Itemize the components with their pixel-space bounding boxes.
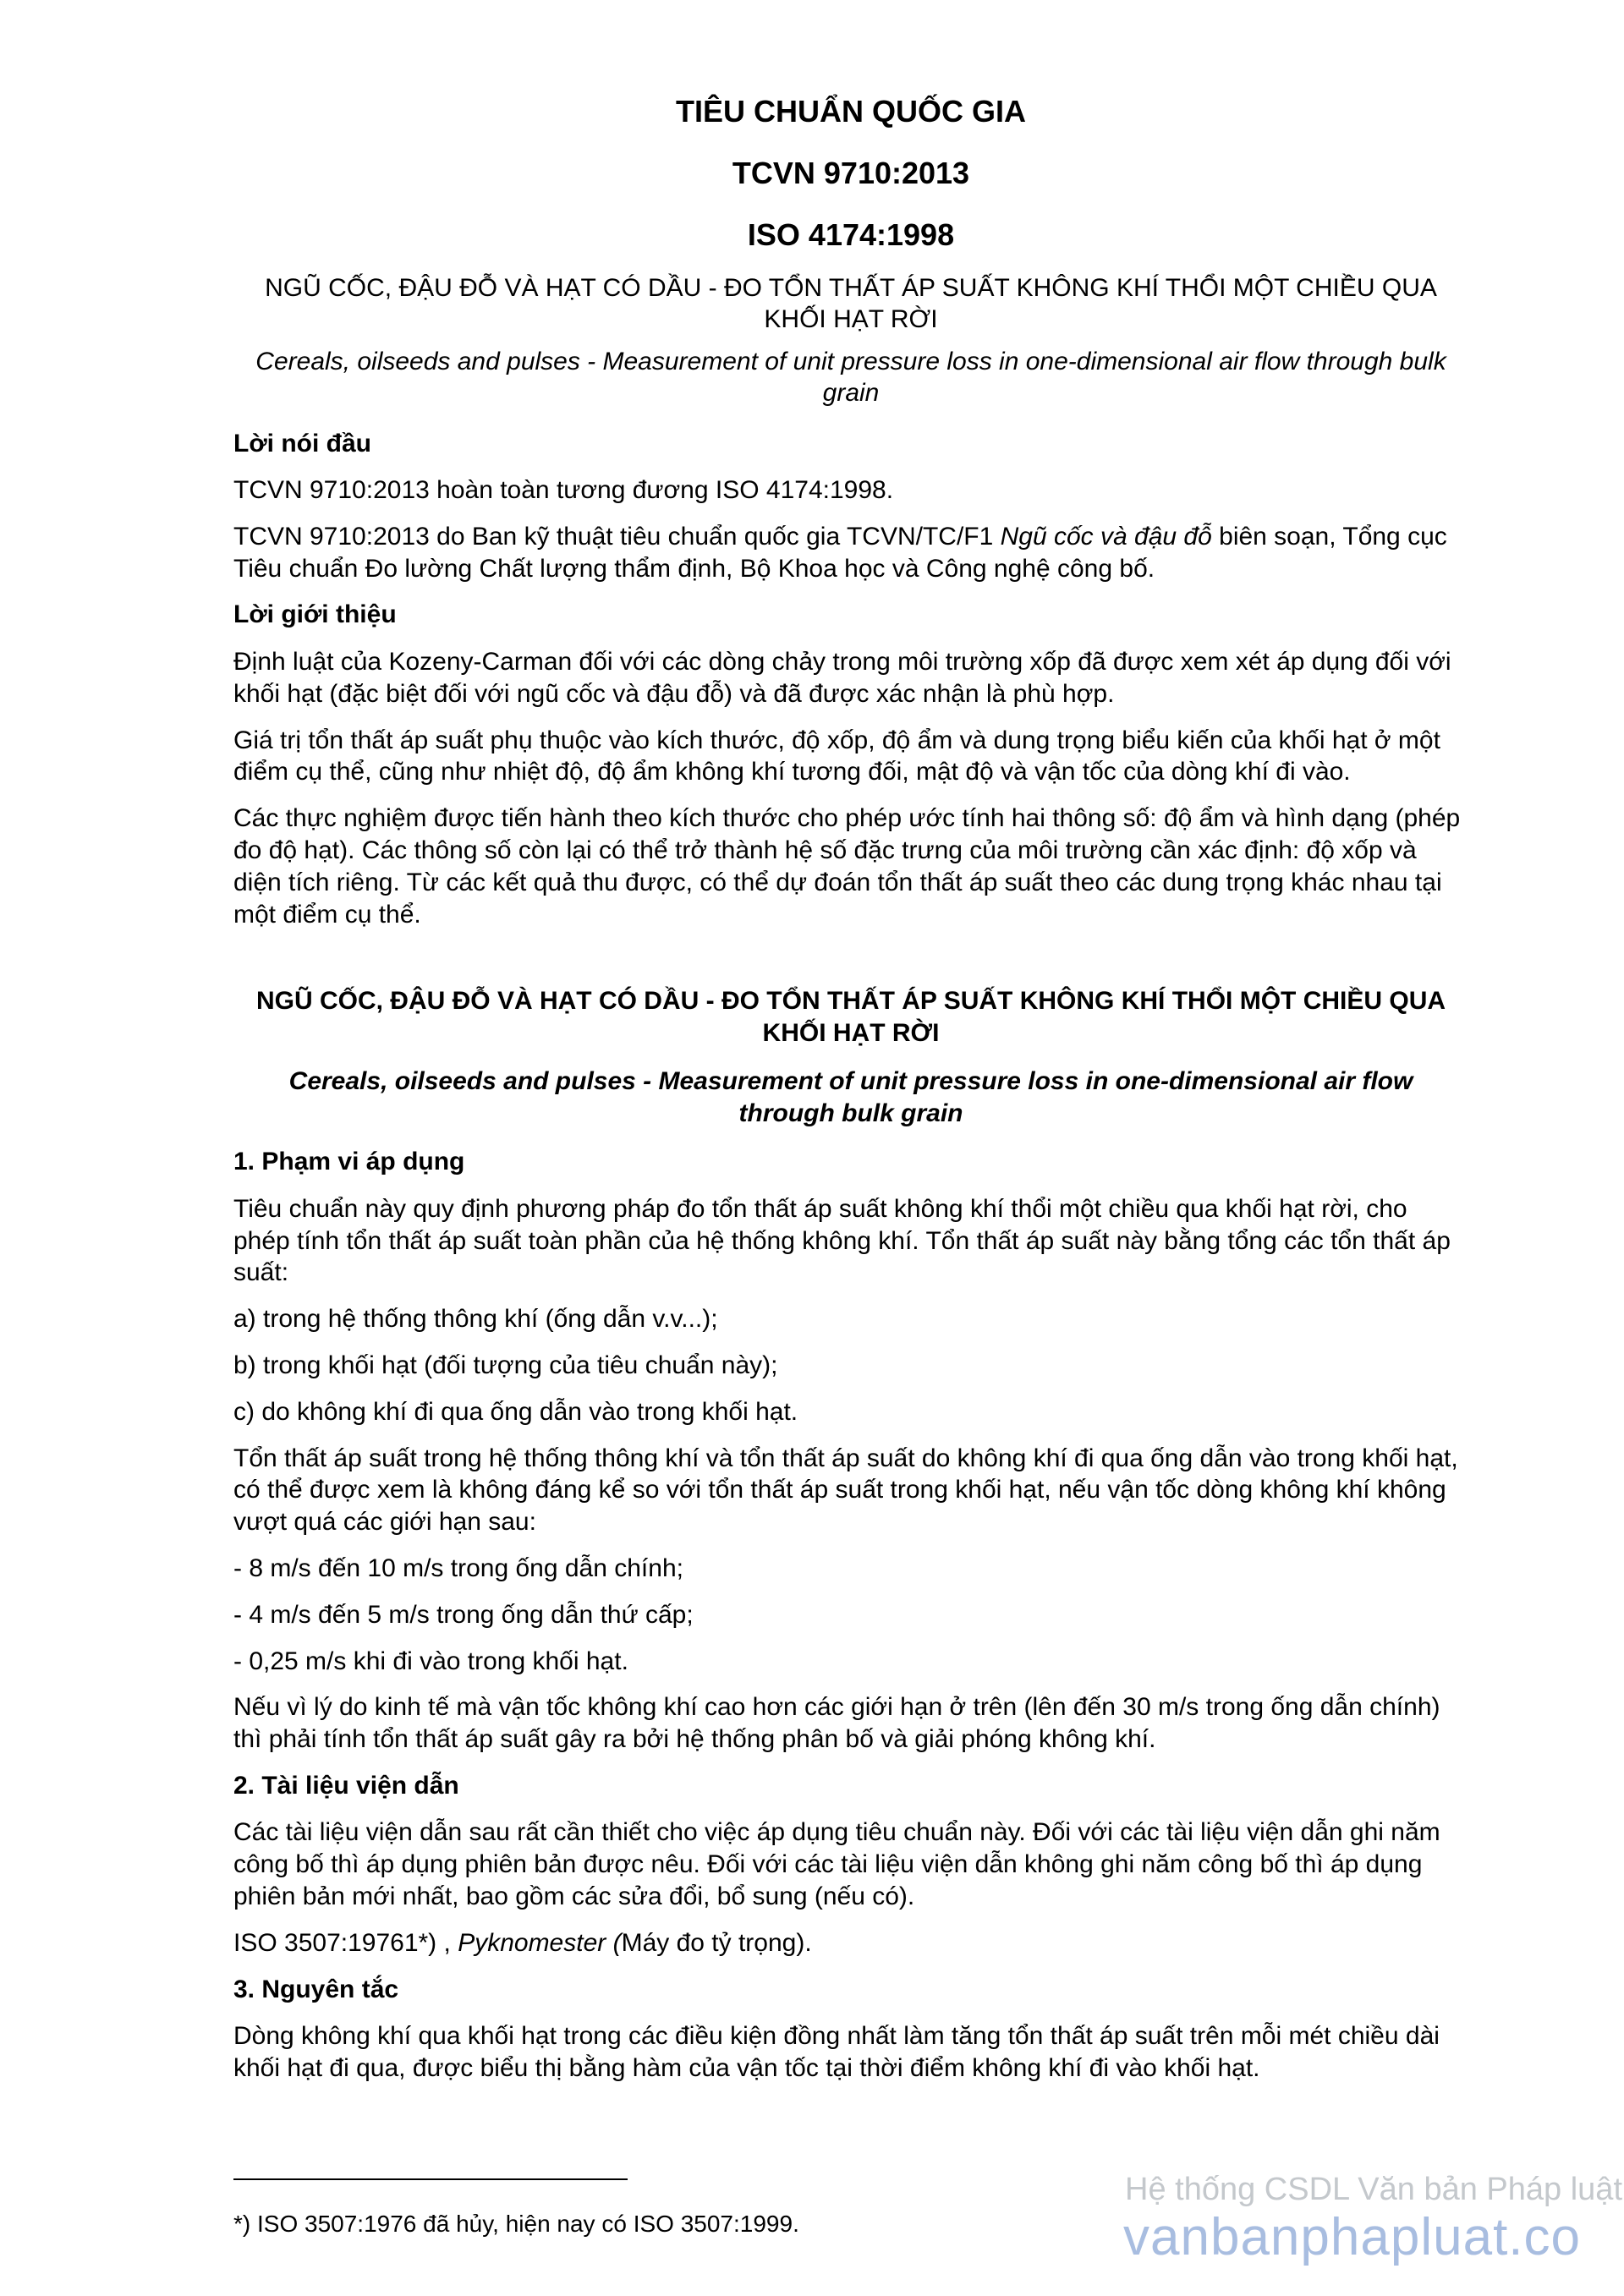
intro-paragraph-2: Giá trị tổn thất áp suất phụ thuộc vào kích thước, độ xốp, độ ẩm và dung trọng biểu kiến của khối hạt ở một điểm cụ thể, cũng như nhiệt độ, độ ẩm không khí tương đối, mật độ và vận tốc của dòng khí đi vào. — [233, 726, 1440, 786]
document-content — [233, 93, 1468, 2099]
reference-translation: Máy đo tỷ trọng). — [621, 1928, 812, 1957]
intro-paragraph-3: Các thực nghiệm được tiến hành theo kích thước cho phép ước tính hai thông số: độ ẩm và hình dạng (phép đo độ hạt). Các thông số còn lại có thể trở thành hệ số đặc trưng của môi trường cần xác định: độ xốp và diện tích riêng. Từ các kết quả thu được, có thể dự đoán tổn thất áp suất theo các dung trọng khác nhau tại một điểm cụ thể. — [233, 804, 1461, 929]
section-1-limit-1: - 8 m/s đến 10 m/s trong ống dẫn chính; — [233, 1554, 683, 1582]
body-title-en: Cereals, oilseeds and pulses - Measurement of unit pressure loss in one-dimensional air flow through bulk grain — [288, 1067, 1413, 1127]
subtitle-en: Cereals, oilseeds and pulses - Measurement of unit pressure loss in one-dimensional air flow through bulk grain — [255, 347, 1446, 408]
foreword-committee-name: Ngũ cốc và đậu đỗ — [1000, 522, 1212, 551]
section-1-limit-2: - 4 m/s đến 5 m/s trong ống dẫn thứ cấp; — [233, 1600, 694, 1629]
reference-code: ISO 3507:19761*) , — [233, 1928, 458, 1957]
watermark-caption: Hệ thống CSDL Văn bản Pháp luật — [1125, 2172, 1622, 2207]
standard-code-vn: TCVN 9710:2013 — [732, 156, 970, 191]
foreword-text-b: biên soạn, Tổng cục Tiêu chuẩn Đo lường Chất lượng thẩm định, Bộ Khoa học và Công nghệ công bố. — [233, 522, 1447, 583]
section-1-item-a: a) trong hệ thống thông khí (ống dẫn v.v...); — [233, 1305, 718, 1334]
section-3-heading: 3. Nguyên tắc — [233, 1975, 399, 2003]
watermark-site: vanbanphapluat.co — [1123, 2208, 1582, 2266]
foreword-heading: Lời nói đầu — [233, 429, 371, 458]
footnote-divider — [233, 2178, 628, 2180]
subtitle-vn: NGŨ CỐC, ĐẬU ĐỖ VÀ HẠT CÓ DẦU - ĐO TỔN THẤT ÁP SUẤT KHÔNG KHÍ THỔI MỘT CHIỀU QUA KHỐI HẠT RỜI — [265, 273, 1437, 334]
spacer — [233, 945, 1468, 985]
standard-code-iso: ISO 4174:1998 — [747, 217, 955, 253]
intro-heading: Lời giới thiệu — [233, 600, 397, 629]
body-title-vn: NGŨ CỐC, ĐẬU ĐỖ VÀ HẠT CÓ DẦU - ĐO TỔN THẤT ÁP SUẤT KHÔNG KHÍ THỔI MỘT CHIỀU QUA KHỐI HẠT RỜI — [255, 987, 1446, 1047]
section-2-reference — [233, 1927, 1468, 1959]
foreword-paragraph-1: TCVN 9710:2013 hoàn toàn tương đương ISO 4174:1998. — [233, 476, 894, 505]
intro-paragraph-1: Định luật của Kozeny-Carman đối với các dòng chảy trong môi trường xốp đã được xem xét áp dụng đối với khối hạt (đặc biệt đối với ngũ cốc và đậu đỗ) và đã được xác nhận là phù hợp. — [233, 647, 1451, 708]
section-1-heading: 1. Phạm vi áp dụng — [233, 1148, 465, 1176]
document-title: TIÊU CHUẨN QUỐC GIA — [676, 94, 1026, 129]
section-1-paragraph-2: Tổn thất áp suất trong hệ thống thông khí và tổn thất áp suất do không khí đi qua ống dẫn vào trong khối hạt, có thể được xem là không đáng kể so với tổn thất áp suất trong khối hạt, nếu vận tốc dòng không khí không vượt quá các giới hạn sau: — [233, 1444, 1458, 1537]
footnote: *) ISO 3507:1976 đã hủy, hiện nay có ISO 3507:1999. — [233, 2211, 799, 2237]
foreword-paragraph-2 — [233, 521, 1468, 585]
foreword-text-a: TCVN 9710:2013 do Ban kỹ thuật tiêu chuẩn quốc gia TCVN/TC/F1 — [233, 522, 1001, 551]
section-3-paragraph-1: Dòng không khí qua khối hạt trong các điều kiện đồng nhất làm tăng tổn thất áp suất trên mỗi mét chiều dài khối hạt đi qua, được biểu thị bằng hàm của vận tốc tại thời điểm không khí đi vào khối hạt. — [233, 2022, 1440, 2082]
section-2-heading: 2. Tài liệu viện dẫn — [233, 1771, 459, 1800]
section-1-item-b: b) trong khối hạt (đối tượng của tiêu chuẩn này); — [233, 1351, 778, 1380]
section-1-limit-3: - 0,25 m/s khi đi vào trong khối hạt. — [233, 1647, 628, 1675]
section-2-paragraph-1: Các tài liệu viện dẫn sau rất cần thiết cho việc áp dụng tiêu chuẩn này. Đối với các tài liệu viện dẫn ghi năm công bố thì áp dụng phiên bản được nêu. Đối với các tài liệu viện dẫn không ghi năm công bố thì áp dụng phiên bản mới nhất, bao gồm các sửa đổi, bổ sung (nếu có). — [233, 1818, 1440, 1911]
reference-title: Pyknomester ( — [458, 1928, 622, 1957]
section-1-paragraph-1: Tiêu chuẩn này quy định phương pháp đo tổn thất áp suất không khí thổi một chiều qua khối hạt rời, cho phép tính tổn thất áp suất toàn phần của hệ thống không khí. Tổn thất áp suất này bằng tổng các tổn thất áp suất: — [233, 1194, 1451, 1287]
section-1-item-c: c) do không khí đi qua ống dẫn vào trong khối hạt. — [233, 1397, 798, 1426]
section-1-paragraph-3: Nếu vì lý do kinh tế mà vận tốc không khí cao hơn các giới hạn ở trên (lên đến 30 m/s trong ống dẫn chính) thì phải tính tổn thất áp suất gây ra bởi hệ thống phân bố và giải phóng không khí. — [233, 1693, 1440, 1754]
